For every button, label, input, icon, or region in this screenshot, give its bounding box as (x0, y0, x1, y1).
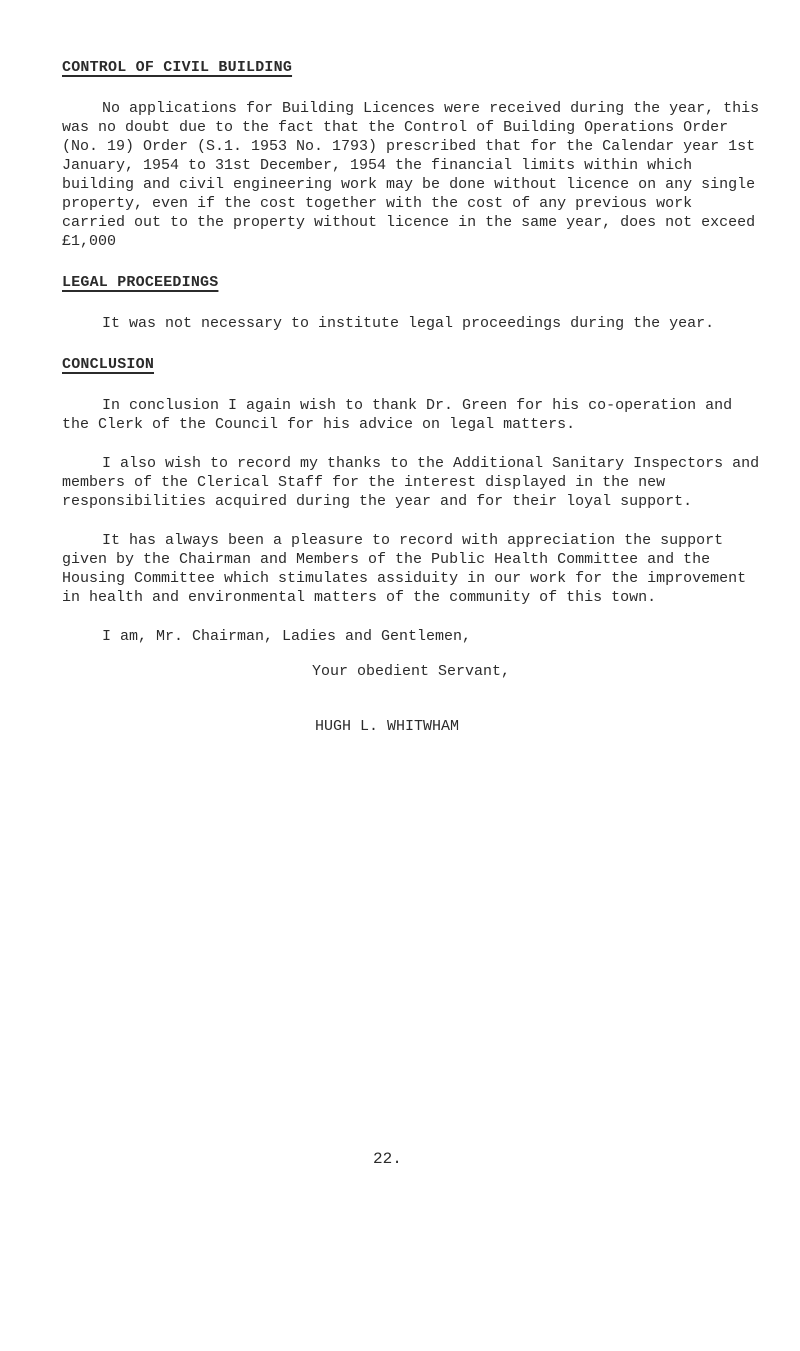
page-number: 22. (373, 1150, 402, 1168)
paragraph-conclusion-staff: I also wish to record my thanks to the Additional Sanitary Inspectors and members of the Clerical Staff for the interest displayed in the new responsibilities acquired during the year and for their loyal support. (62, 455, 769, 510)
heading-control-of-civil-building: CONTROL OF CIVIL BUILDING (62, 59, 293, 76)
heading-conclusion: CONCLUSION (62, 356, 155, 373)
paragraph-control-of-civil-building: No applications for Building Licences were received during the year, this was no doubt due to the fact that the Control of Building Operations Order (No. 19) Order (S.1. 1953 No. 1793) prescribed that for the Calendar year 1st January, 1954 to 31st December, 1954 the financial limits within which building and civil engineering work may be done without licence on any single property, even if the cost together with the cost of any previous work carried out to the property without licence in the same year, does not exceed £1,000 (62, 100, 769, 250)
closing-valediction: Your obedient Servant, (312, 663, 511, 680)
heading-legal-proceedings: LEGAL PROCEEDINGS (62, 274, 219, 291)
document-page (62, 58, 769, 736)
signature: HUGH L. WHITWHAM (315, 718, 460, 735)
paragraph-conclusion-thanks: In conclusion I again wish to thank Dr. Green for his co-operation and the Clerk of the Council for his advice on legal matters. (62, 397, 742, 433)
paragraph-conclusion-committee: It has always been a pleasure to record with appreciation the support given by the Chairman and Members of the Public Health Committee and the Housing Committee which stimulates assiduity in our work for the improvement in health and environmental matters of the community of this town. (62, 532, 756, 606)
closing-salutation: I am, Mr. Chairman, Ladies and Gentlemen, (102, 628, 472, 645)
paragraph-legal-proceedings: It was not necessary to institute legal proceedings during the year. (102, 315, 715, 332)
